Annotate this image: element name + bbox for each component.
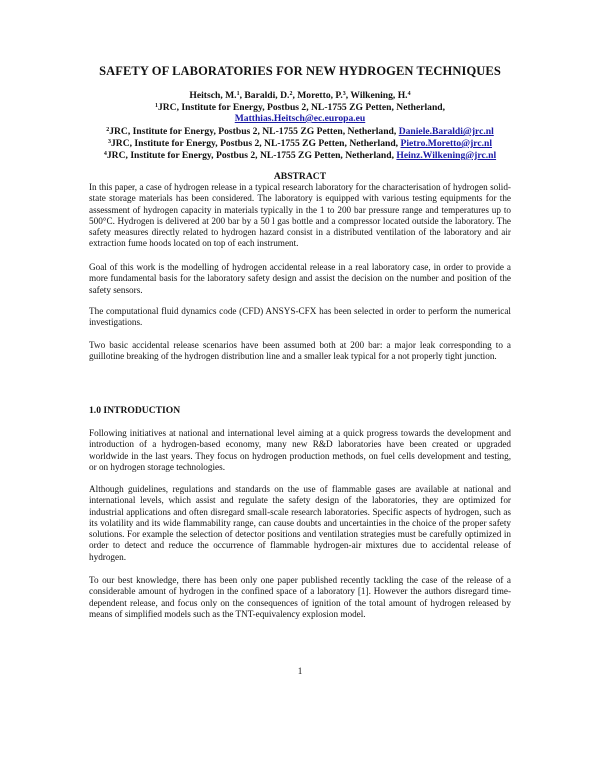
affiliation-text: JRC, Institute for Energy, Postbus 2, NL-1755 ZG Petten, Netherland,	[110, 138, 399, 149]
email-link[interactable]: Matthias.Heitsch@ec.europa.eu	[234, 113, 366, 124]
affiliation-sup: 3	[107, 139, 111, 145]
author-sup: 3	[342, 91, 346, 97]
author-name: Heitsch, M.	[189, 90, 237, 101]
affiliation-4	[0, 150, 600, 161]
abstract-paragraph-1: In this paper, a case of hydrogen release in a typical research laboratory for the characterisation of hydrogen solid-state storage materials has been considered. The laboratory is equipped with various testing equipments for the assessment of hydrogen capacity in materials typically in the 1 to 200 bar pressure range and temperatures up to 500°C. Hydrogen is delivered at 200 bar by a 50 l gas bottle and a compressor located outside the laboratory. The safety measures directly related to hydrogen hazard consist in a distributed ventilation of the laboratory and air extraction fume hoods located on top of each instrument.	[89, 182, 511, 249]
affiliation-text: JRC, Institute for Energy, Postbus 2, NL-1755 ZG Petten, Netherland,	[109, 126, 397, 137]
affiliation-text: JRC, Institute for Energy, Postbus 2, NL-1755 ZG Petten, Netherland,	[157, 102, 446, 113]
email-link[interactable]: Pietro.Moretto@jrc.nl	[400, 138, 493, 149]
section-heading: 1.0 INTRODUCTION	[89, 405, 181, 416]
affiliation-sup: 2	[106, 127, 110, 133]
author-sup: 1	[236, 91, 240, 97]
author-name: Wilkening, H.	[350, 90, 408, 101]
author-line: Heitsch, M.$^1$, Baraldi, D.$^2$, Moretto, P.$^3$, Wilkening, H.$^4$	[189, 90, 411, 101]
page-number: 1	[297, 666, 303, 676]
intro-paragraph-2: Although guidelines, regulations and standards on the use of flammable gases are available at national and international levels, which assist and regulate the safety design of the laboratories, they are optimized for industrial applications and often disregard small-scale research laboratories. Specific aspects of hydrogen, such as its volatility and its wide flammability range, can cause doubts and uncertainties in the choice of the proper safety solutions. For example the selection of detector positions and ventilation strategies must be carefully optimized in order to detect and reduce the occurrence of flammable hydrogen-air mixtures due to accidental release of hydrogen.	[89, 484, 511, 562]
paper-title: SAFETY OF LABORATORIES FOR NEW HYDROGEN TECHNIQUES	[99, 64, 501, 78]
affiliation-3	[0, 138, 600, 149]
intro-paragraph-1: Following initiatives at national and international level aiming at a quick progress towards the development and introduction of a hydrogen-based economy, many new R&D laboratories have been created or upgraded worldwide in the last years. They focus on hydrogen production methods, on fuel cells development and testing, or on hydrogen storage technologies.	[89, 428, 511, 472]
abstract-paragraph-2: Goal of this work is the modelling of hydrogen accidental release in a real laboratory case, in order to provide a more fundamental basis for the laboratory safety design and assist the decision on the number and position of the safety sensors.	[89, 262, 511, 295]
email-link[interactable]: Heinz.Wilkening@jrc.nl	[396, 150, 497, 161]
affiliation-2	[0, 126, 600, 137]
abstract-heading: ABSTRACT	[273, 171, 327, 182]
author-sup: 4	[407, 91, 411, 97]
abstract-paragraph-3: The computational fluid dynamics code (CFD) ANSYS-CFX has been selected in order to perform the numerical investigations.	[89, 306, 511, 328]
affiliation-sup: 1	[154, 103, 158, 109]
author-sup: 2	[289, 91, 293, 97]
affiliation-sup: 4	[103, 151, 107, 157]
email-link[interactable]: Daniele.Baraldi@jrc.nl	[398, 126, 494, 137]
affiliation-text: JRC, Institute for Energy, Postbus 2, NL-1755 ZG Petten, Netherland,	[106, 150, 394, 161]
author-name: Moretto, P.	[297, 90, 343, 101]
abstract-paragraph-4: Two basic accidental release scenarios have been assumed both at 200 bar: a major leak corresponding to a guillotine breaking of the hydrogen distribution line and a smaller leak typical for a not properly tight junction.	[89, 340, 511, 362]
affiliation-1-email-line	[0, 113, 600, 124]
affiliation-1	[0, 102, 600, 113]
intro-paragraph-3: To our best knowledge, there has been only one paper published recently tackling the case of the release of a considerable amount of hydrogen in the confined space of a laboratory [1]. However the authors disregard time-dependent release, and focus only on the consequences of ignition of the total amount of hydrogen released by means of simplified models such as the TNT-equivalency explosion model.	[89, 575, 511, 619]
author-name: Baraldi, D.	[244, 90, 290, 101]
